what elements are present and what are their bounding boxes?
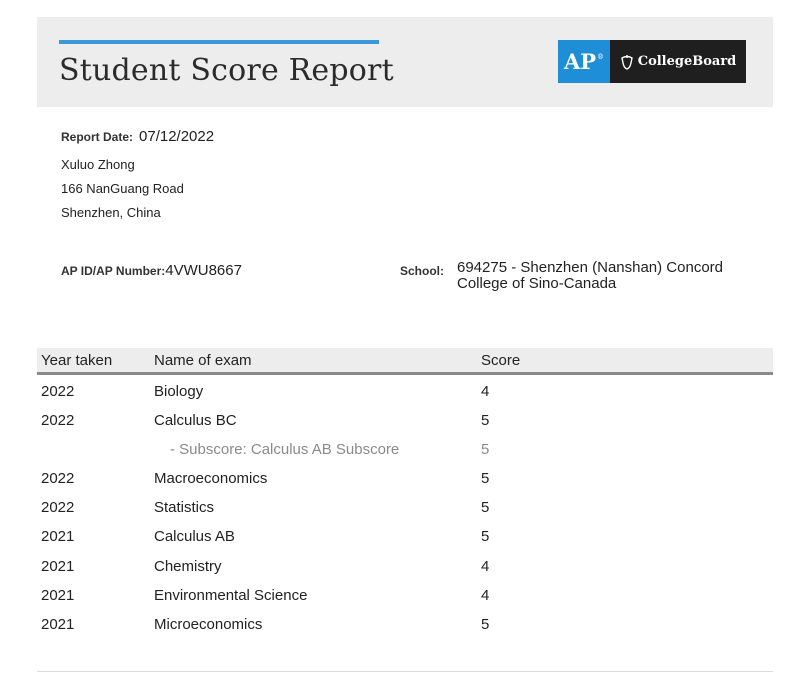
table-row [37, 406, 773, 435]
exam-cell: Calculus BC [154, 412, 237, 429]
score-cell: 5 [481, 499, 490, 516]
ap-logo [558, 40, 610, 83]
report-date-value: 07/12/2022 [139, 128, 215, 145]
student-name: Xuluo Zhong [61, 157, 135, 172]
ap-logo-text: AP [563, 49, 597, 74]
year-cell: 2021 [41, 587, 75, 604]
table-row [37, 610, 773, 639]
school-value: 694275 - Shenzhen (Nanshan) Concord College of Sino-Canada [457, 259, 724, 292]
score-cell: 5 [481, 616, 490, 633]
address-line-1: 166 NanGuang Road [61, 181, 184, 196]
column-header-score: Score [481, 352, 521, 369]
year-cell: 2021 [41, 616, 75, 633]
column-header-exam: Name of exam [154, 352, 252, 369]
year-cell: 2022 [41, 412, 75, 429]
subscore-row [37, 435, 773, 464]
year-cell: 2021 [41, 528, 75, 545]
table-row [37, 493, 773, 522]
page-title: Student Score Report [59, 53, 394, 88]
subscore-exam-cell: - Subscore: Calculus AB Subscore [170, 441, 400, 458]
exam-cell: Macroeconomics [154, 470, 268, 487]
ap-collegeboard-logo [558, 40, 746, 83]
report-date-label: Report Date: [61, 130, 134, 144]
year-cell: 2022 [41, 470, 75, 487]
registered-mark: ® [597, 52, 605, 61]
ap-id-label: AP ID/AP Number: [61, 264, 166, 278]
year-cell: 2022 [41, 499, 75, 516]
collegeboard-logo-text: CollegeBoard [637, 54, 737, 69]
exam-cell: Statistics [154, 499, 215, 516]
exam-cell: Biology [154, 383, 204, 400]
collegeboard-logo [610, 40, 746, 83]
score-cell: 5 [481, 528, 490, 545]
table-row [37, 552, 773, 581]
score-cell: 4 [481, 558, 490, 575]
score-table-header [37, 348, 773, 375]
score-cell: 5 [481, 470, 490, 487]
header-accent-bar [59, 40, 379, 44]
table-row [37, 522, 773, 551]
report-date [61, 128, 214, 146]
exam-cell: Environmental Science [154, 587, 308, 604]
acorn-icon [620, 54, 634, 70]
table-row [37, 377, 773, 406]
ap-id-value: 4VWU8667 [165, 262, 242, 279]
exam-cell: Chemistry [154, 558, 222, 575]
column-header-year: Year taken [41, 352, 113, 369]
ap-id [61, 262, 242, 280]
address-line-2: Shenzhen, China [61, 205, 161, 220]
score-cell: 4 [481, 587, 490, 604]
subscore-cell: 5 [481, 441, 490, 458]
exam-cell: Microeconomics [154, 616, 263, 633]
year-cell: 2021 [41, 558, 75, 575]
year-cell: 2022 [41, 383, 75, 400]
report-header [37, 17, 773, 107]
score-cell: 5 [481, 412, 490, 429]
exam-cell: Calculus AB [154, 528, 235, 545]
footer-divider [37, 671, 773, 672]
table-row [37, 581, 773, 610]
table-row [37, 464, 773, 493]
school-label: School: [400, 264, 444, 278]
score-cell: 4 [481, 383, 490, 400]
